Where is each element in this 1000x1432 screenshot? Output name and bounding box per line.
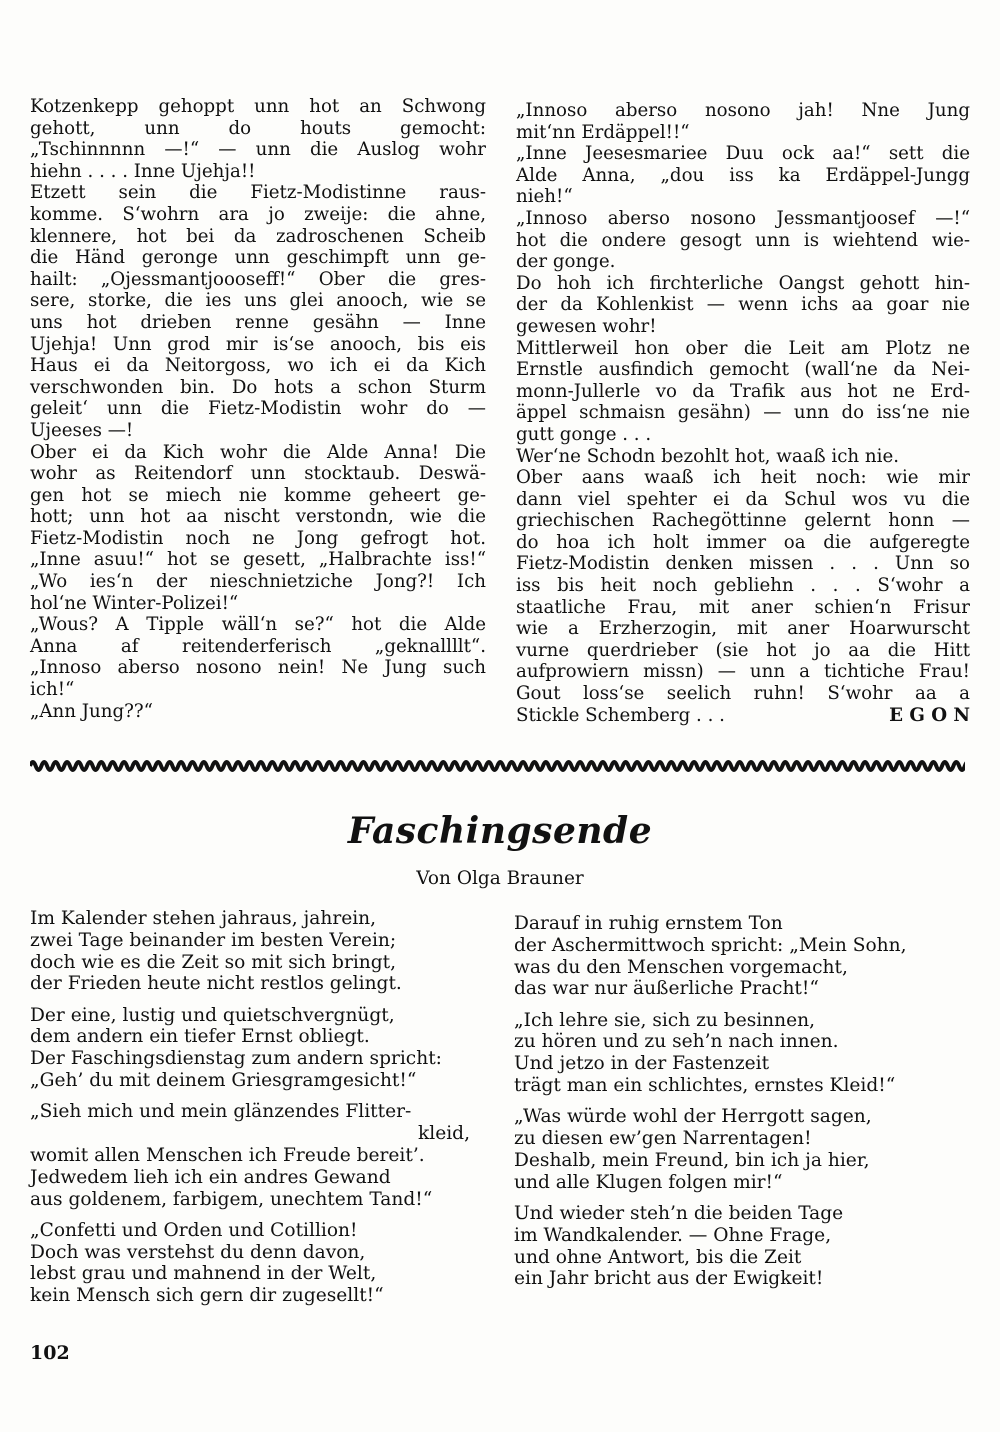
poem-stanza — [514, 1203, 974, 1290]
story-line: dann viel spehter ei da Schul wos vu die — [516, 488, 970, 510]
story-line: äppel schmaisn gesähn) — unn do iss‘ne nie — [516, 402, 970, 424]
poem-left-column — [30, 908, 470, 1317]
story-line: Haus ei da Neitorgoss, wo ich ei da Kich — [30, 355, 486, 377]
story-line: staatliche Frau, mit aner schien‘n Frisur — [516, 596, 970, 618]
poem-line: Darauf in ruhig ernstem Ton — [514, 913, 783, 934]
poem-line: im Wandkalender. — Ohne Frage, — [514, 1224, 832, 1246]
poem-line: Und jetzo in der Fastenzeit — [514, 1053, 770, 1075]
story-line: Wer‘ne Schodn bezohlt hot, waaß ich nie. — [516, 445, 900, 467]
poem-line: ein Jahr bricht aus der Ewigkeit! — [514, 1268, 824, 1290]
poem-line: Im Kalender stehen jahraus, jahrein, — [30, 908, 377, 929]
story-line: der da Kohlenkist — wenn ichs aa goar nie — [516, 294, 970, 316]
story-line: hiehn . . . . Inne Ujehja!! — [30, 160, 256, 182]
story-line: hailt: „Ojessmantjoooseff!“ Ober die gres- — [30, 268, 486, 290]
story-line — [516, 705, 970, 727]
poem-line: Deshalb, mein Freund, bin ich ja hier, — [514, 1149, 870, 1171]
poem-line: zwei Tage beinander im besten Verein; — [30, 929, 397, 951]
story-line: „Wous? A Tipple wäll‘n se?“ hot die Alde — [30, 614, 486, 636]
story-line: griechischen Rachegöttinne gelernt honn — — [516, 510, 970, 532]
story-line: mit‘nn Erdäppel!!“ — [516, 121, 690, 143]
story-line: verschwonden bin. Do hots a schon Sturm — [30, 376, 486, 398]
story-line: Ernstle ausfindich gemocht (wall‘ne da Nei- — [516, 359, 970, 381]
poem-stanza — [514, 1106, 974, 1193]
story-line: Gout loss‘se seelich ruhn! S‘wohr aa a — [516, 683, 970, 705]
poem-byline: Von Olga Brauner — [416, 868, 584, 889]
poem-line: „Geh’ du mit deinem Griesgramgesicht!“ — [30, 1070, 417, 1092]
poem-line: zu diesen ew’gen Narrentagen! — [514, 1128, 812, 1150]
story-line: nieh!“ — [516, 186, 573, 208]
poem-stanza — [30, 908, 470, 995]
poem-line: und ohne Antwort, bis die Zeit — [514, 1246, 802, 1268]
story-line: Fietz-Modistin noch ne Jong gefrogt hot. — [30, 527, 486, 549]
story-line: „Innoso aberso nosono Jessmantjoosef —!“ — [516, 207, 970, 229]
story-line: iss bis heit noch gebliehn . . . S‘wohr a — [516, 575, 970, 597]
wavy-line — [30, 762, 965, 770]
poem-line: kein Mensch sich gern dir zugesellt!“ — [30, 1285, 384, 1307]
poem-line: zu hören und zu seh’n nach innen. — [514, 1031, 839, 1053]
poem-line: „Confetti und Orden und Cotillion! — [30, 1219, 358, 1241]
story-line: komme. S‘wohrn ara jo zweije: die ahne, — [30, 203, 486, 225]
poem-stanza — [30, 1005, 470, 1092]
poem-line: womit allen Menschen ich Freude bereit’. — [30, 1144, 425, 1166]
story-line: gehott, unn do houts gemocht: — [30, 117, 486, 139]
story-line: hol‘ne Winter-Polizei!“ — [30, 592, 239, 614]
poem-line: Und wieder steh’n die beiden Tage — [514, 1203, 844, 1225]
story-line: „Inne Jeesesmariee Duu ock aa!“ sett die — [516, 143, 970, 165]
poem-line: das war nur äußerliche Pracht!“ — [514, 978, 819, 1000]
poem-line: der Frieden heute nicht restlos gelingt. — [30, 973, 402, 995]
poem-stanza — [30, 1220, 470, 1307]
story-line: gutt gonge . . . — [516, 423, 652, 445]
story-line: „Innoso aberso nosono nein! Ne Jung such — [30, 657, 486, 679]
story-line: hott; unn hot aa nischt verstondn, wie die — [30, 506, 486, 528]
story-right-column — [516, 100, 970, 726]
poem-line: doch wie es die Zeit so mit sich bringt, — [30, 951, 397, 973]
story-line: geleit‘ unn die Fietz-Modistin wohr do — — [30, 398, 486, 420]
story-line: Fietz-Modistin denken missen . . . Unn so — [516, 553, 970, 575]
story-line: der gonge. — [516, 251, 616, 273]
story-line: Ujehja! Unn grod mir is‘se anooch, bis eis — [30, 333, 486, 355]
story-line: „Wo ies‘n der nieschnietziche Jong?! Ich — [30, 571, 486, 593]
story-line: Anna af reitenderferisch „geknallllt“. — [30, 635, 486, 657]
poem-line: Jedwedem lieh ich ein andres Gewand — [30, 1166, 391, 1188]
story-line: Stickle Schemberg . . . — [516, 704, 725, 726]
story-line: Ober ei da Kich wohr die Alde Anna! Die — [30, 441, 486, 463]
poem-stanza — [30, 1101, 470, 1210]
story-line: hot die ondere gesogt unn is wiehtend wie- — [516, 229, 970, 251]
story-left-column — [30, 96, 486, 722]
story-line: vurne querdrieber (sie hot jo aa die Hitt — [516, 639, 970, 661]
poem-line: „Ich lehre sie, sich zu besinnen, — [514, 1009, 816, 1031]
story-line: Etzett sein die Fietz-Modistinne raus- — [30, 182, 486, 204]
poem-title: Faschingsende — [347, 810, 653, 852]
story-line: die Händ geronge unn geschimpft unn ge- — [30, 247, 486, 269]
poem-line: der Aschermittwoch spricht: „Mein Sohn, — [514, 934, 907, 956]
story-line: wie a Erzherzogin, mit aner Hoarwurscht — [516, 618, 970, 640]
poem-right-column — [514, 913, 974, 1300]
story-line: Ujeeses —! — [30, 419, 134, 441]
poem-stanza — [514, 913, 974, 1000]
story-line: „Inne asuu!“ hot se gesett, „Halbrachte iss!“ — [30, 549, 486, 571]
wavy-divider — [30, 756, 965, 776]
poem-line: aus goldenem, farbigem, unechtem Tand!“ — [30, 1188, 433, 1210]
story-line: Mittlerweil hon ober die Leit am Plotz ne — [516, 337, 970, 359]
story-line: monn-Jullerle vo da Trafik aus hot ne Erd- — [516, 380, 970, 402]
poem-line: kleid, — [418, 1123, 470, 1145]
poem-line: „Sieh mich und mein glänzendes Flitter- — [30, 1101, 412, 1123]
story-line: Do hoh ich firchterliche Oangst gehott hin- — [516, 272, 970, 294]
poem-line: Der eine, lustig und quietschvergnügt, — [30, 1004, 395, 1026]
story-line: uns hot drieben renne gesähn — Inne — [30, 311, 486, 333]
story-line: ich!“ — [30, 679, 75, 701]
story-line: do hoa ich holt immer oa die aufgeregte — [516, 531, 970, 553]
poem-line: dem andern ein tiefer Ernst obliegt. — [30, 1026, 370, 1048]
story-line: „Ann Jung??“ — [30, 700, 153, 722]
story-line: sere, storke, die ies uns glei anooch, wie se — [30, 290, 486, 312]
page-number: 102 — [30, 1342, 70, 1364]
story-line: klennere, hot bei da zadroschenen Scheib — [30, 225, 486, 247]
story-line: Ober aans waaß ich heit noch: wie mir — [516, 467, 970, 489]
poem-line: und alle Klugen folgen mir!“ — [514, 1171, 783, 1193]
poem-line: Doch was verstehst du denn davon, — [30, 1241, 366, 1263]
story-line: gen hot se miech nie komme geheert ge- — [30, 484, 486, 506]
poem-line: „Was würde wohl der Herrgott sagen, — [514, 1106, 872, 1128]
story-line: Alde Anna, „dou iss ka Erdäppel-Jungg — [516, 164, 970, 186]
author-signature: E G O N — [889, 704, 970, 726]
poem-line: was du den Menschen vorgemacht, — [514, 956, 848, 978]
poem-line: lebst grau und mahnend in der Welt, — [30, 1263, 377, 1285]
story-line: Kotzenkepp gehoppt unn hot an Schwong — [30, 96, 486, 117]
story-line: „Tschinnnnn —!“ — unn die Auslog wohr — [30, 139, 486, 161]
poem-line: trägt man ein schlichtes, ernstes Kleid!“ — [514, 1075, 896, 1097]
poem-stanza — [514, 1010, 974, 1097]
story-line: wohr as Reitendorf unn stocktaub. Deswä- — [30, 463, 486, 485]
poem-line: Der Faschingsdienstag zum andern spricht: — [30, 1048, 442, 1070]
story-line: „Innoso aberso nosono jah! Nne Jung — [516, 100, 970, 121]
story-line: gewesen wohr! — [516, 315, 657, 337]
story-line: aufprowiern missn) — unn a tichtiche Frau! — [516, 661, 970, 683]
